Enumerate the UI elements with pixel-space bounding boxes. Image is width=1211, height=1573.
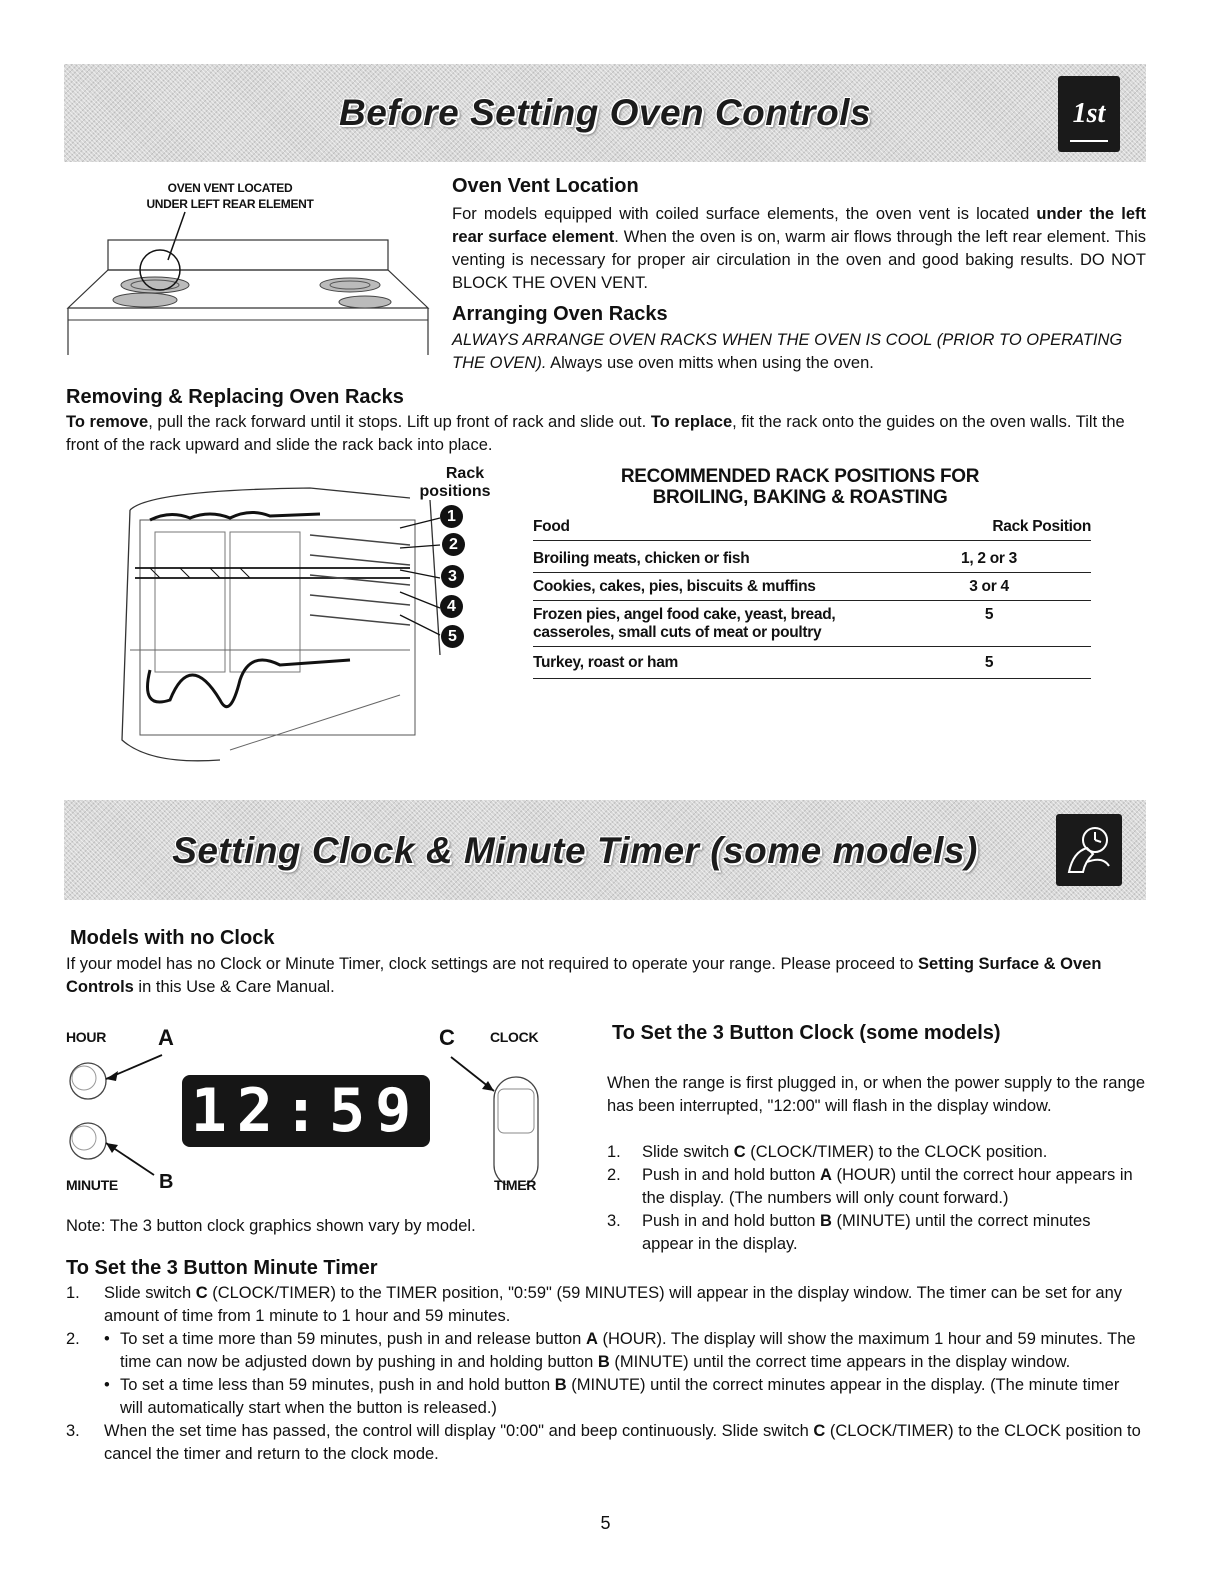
section-banner-clock-timer: [64, 800, 1146, 900]
rack-position-4-badge: 4: [440, 595, 463, 618]
clock-note: Note: The 3 button clock graphics shown vary by model.: [66, 1217, 476, 1235]
step-bold: C: [195, 1284, 208, 1302]
vent-text-a: For models equipped with coiled surface elements, the oven vent is located: [452, 205, 1037, 223]
row-food: Turkey, roast or ham: [533, 654, 679, 671]
no-clock-text2: in this Use & Care Manual.: [133, 978, 335, 996]
no-clock-heading: Models with no Clock: [70, 927, 275, 949]
minute-button-icon: [70, 1123, 106, 1159]
clock-label: CLOCK: [490, 1029, 539, 1045]
step-bold: A: [819, 1166, 832, 1184]
bullet-text: (HOUR). The display will show the maximum 1 hour and 59 minutes. The time can now be adjusted down by pushing in and holding button: [120, 1330, 1136, 1371]
step-text: Slide switch: [642, 1143, 734, 1161]
step-number: 3.: [66, 1422, 80, 1440]
step-number: 1.: [607, 1143, 621, 1161]
bullet-text: (MINUTE) until the correct time appears in the display window.: [609, 1353, 1071, 1371]
step-text: When the set time has passed, the control will display "0:00" and beep continuously. Slide switch: [104, 1422, 814, 1440]
row-food: Broiling meats, chicken or fish: [533, 550, 750, 567]
row-food-cont: casseroles, small cuts of meat or poultry: [533, 624, 822, 641]
step-text: (CLOCK/TIMER) to the CLOCK position.: [745, 1143, 1048, 1161]
step-text: (MINUTE) until the correct minutes appear in the display.: [642, 1212, 1091, 1253]
badge-underline: [1070, 140, 1108, 142]
list-item: [607, 1164, 1145, 1210]
timer-label: TIMER: [494, 1177, 537, 1193]
arranging-paragraph: [452, 329, 1146, 375]
bullet-text: To set a time more than 59 minutes, push in and release button: [120, 1330, 586, 1348]
step-text: (HOUR) until the correct hour appears in the display. (The numbers will only count forward.): [642, 1166, 1133, 1207]
list-item: [66, 1282, 1146, 1328]
step-text: Push in and hold button: [642, 1212, 820, 1230]
list-item: [66, 1328, 1146, 1420]
step-number: 1.: [66, 1284, 80, 1302]
set-clock-heading: To Set the 3 Button Clock (some models): [612, 1022, 1001, 1044]
no-clock-paragraph: [66, 953, 1148, 999]
step-bold: C: [813, 1422, 826, 1440]
removing-paragraph: [66, 411, 1148, 457]
list-item: [607, 1210, 1145, 1256]
button-a-label: A: [158, 1025, 174, 1050]
rack-table-title: [560, 466, 1040, 508]
step-text: Push in and hold button: [642, 1166, 820, 1184]
step-text: (CLOCK/TIMER) to the TIMER position, "0:59" (59 MINUTES) will appear in the display window. The timer can be set for any amount of time from 1 minute to 1 hour and 59 minutes.: [104, 1284, 1123, 1325]
vent-text-bold: under the left rear surface element: [452, 205, 1146, 246]
step-number: 2.: [607, 1166, 621, 1184]
vent-heading: Oven Vent Location: [452, 175, 639, 197]
rack-table-title-line2: BROILING, BAKING & ROASTING: [652, 487, 948, 508]
vent-callout: [130, 180, 330, 212]
hand-clock-icon: [1063, 822, 1115, 878]
step-text: Slide switch: [104, 1284, 196, 1302]
remove-bold: To remove: [66, 413, 149, 431]
replace-text: , fit the rack onto the guides on the oven walls. Tilt the front of the rack upward and slide the rack back into place.: [66, 413, 1125, 454]
first-badge-label: 1st: [1072, 98, 1106, 129]
no-clock-text1: If your model has no Clock or Minute Timer, clock settings are not required to operate your range. Please proceed to: [66, 955, 919, 973]
rack-label-line1: Rack: [445, 465, 485, 482]
arranging-italic: ALWAYS ARRANGE OVEN RACKS WHEN THE OVEN IS COOL (PRIOR TO OPERATING THE OVEN).: [452, 331, 1123, 372]
vent-text-b: . When the oven is on, warm air flows through the left rear element. This venting is necessary for proper air circulation in the oven and good baking results. DO NOT BLOCK THE OVEN VENT.: [452, 228, 1146, 292]
col-food-header: Food: [533, 518, 570, 535]
rack-position-5-badge: 5: [441, 625, 464, 648]
removing-heading: Removing & Replacing Oven Racks: [66, 386, 404, 408]
oven-rack-illustration: [110, 480, 470, 770]
col-position-header: Rack Position: [992, 518, 1091, 535]
row-position: 5: [984, 606, 994, 623]
arranging-text: Always use oven mitts when using the oven.: [546, 354, 874, 372]
button-c-label: C: [439, 1025, 455, 1050]
table-row: [533, 654, 1091, 679]
row-position: 1, 2 or 3: [961, 550, 1017, 567]
no-clock-bold: Setting Surface & Oven Controls: [66, 955, 1102, 996]
row-food: Frozen pies, angel food cake, yeast, bread,: [533, 606, 836, 623]
hour-label: HOUR: [66, 1029, 107, 1045]
button-b-label: B: [159, 1171, 174, 1193]
minute-label: MINUTE: [66, 1177, 118, 1193]
rack-label-line2: positions: [419, 483, 491, 500]
clock-display-value: 12:59: [190, 1076, 422, 1146]
list-item: [66, 1420, 1146, 1466]
rack-position-2-badge: 2: [442, 533, 465, 556]
arranging-heading: Arranging Oven Racks: [452, 303, 668, 325]
bullet-text: To set a time less than 59 minutes, push in and hold button: [120, 1376, 555, 1394]
row-food: Cookies, cakes, pies, biscuits & muffins: [533, 578, 816, 595]
step-number: 3.: [607, 1212, 621, 1230]
bullet-dot: •: [104, 1376, 110, 1394]
vent-callout-line2: UNDER LEFT REAR ELEMENT: [146, 197, 314, 211]
set-clock-steps: [607, 1141, 1145, 1256]
section-banner-oven-controls: [64, 64, 1146, 162]
bullet-bold: B: [554, 1376, 567, 1394]
step-bold: C: [733, 1143, 746, 1161]
table-row: [533, 578, 1091, 601]
rack-position-3-badge: 3: [441, 565, 464, 588]
bullet-text: (MINUTE) until the correct minutes appear in the display. (The minute timer will automatically start when the button is released.): [120, 1376, 1120, 1417]
bullet-dot: •: [104, 1330, 110, 1348]
cooktop-illustration: [60, 210, 440, 355]
rack-table-title-line1: RECOMMENDED RACK POSITIONS FOR: [620, 466, 980, 487]
table-row: [533, 606, 1091, 647]
row-position: 5: [984, 654, 994, 671]
clock-badge: [1056, 814, 1122, 886]
step-number: 2.: [66, 1330, 80, 1348]
rack-table-header: [533, 518, 1091, 541]
section-title: Setting Clock & Minute Timer (some models): [172, 830, 978, 871]
row-position: 3 or 4: [969, 578, 1009, 595]
remove-text: , pull the rack forward until it stops. Lift up front of rack and slide out.: [148, 413, 651, 431]
hour-button-icon: [70, 1063, 106, 1099]
replace-bold: To replace: [650, 413, 733, 431]
vent-callout-line1: OVEN VENT LOCATED: [167, 181, 293, 195]
clock-diagram: [66, 1025, 566, 1205]
step-bold: B: [819, 1212, 832, 1230]
set-clock-intro: When the range is first plugged in, or when the power supply to the range has been interrupted, "12:00" will flash in the display window.: [607, 1074, 1145, 1115]
first-badge: [1058, 76, 1120, 152]
bullet-bold: A: [585, 1330, 598, 1348]
minute-timer-heading: To Set the 3 Button Minute Timer: [66, 1257, 378, 1279]
rack-position-1-badge: 1: [440, 505, 463, 528]
bullet-item: [104, 1374, 1146, 1420]
list-item: [607, 1141, 1145, 1164]
minute-timer-steps: [66, 1282, 1146, 1466]
table-row: [533, 550, 1091, 573]
bullet-item: [104, 1328, 1146, 1374]
clock-timer-switch: [494, 1077, 538, 1185]
step-text: (CLOCK/TIMER) to the CLOCK position to cancel the timer and return to the clock mode.: [104, 1422, 1141, 1463]
section-title: Before Setting Oven Controls: [338, 92, 872, 133]
bullet-bold: B: [597, 1353, 610, 1371]
page-number: 5: [600, 1513, 611, 1533]
vent-paragraph: [452, 203, 1146, 295]
clock-display: [182, 1075, 430, 1147]
